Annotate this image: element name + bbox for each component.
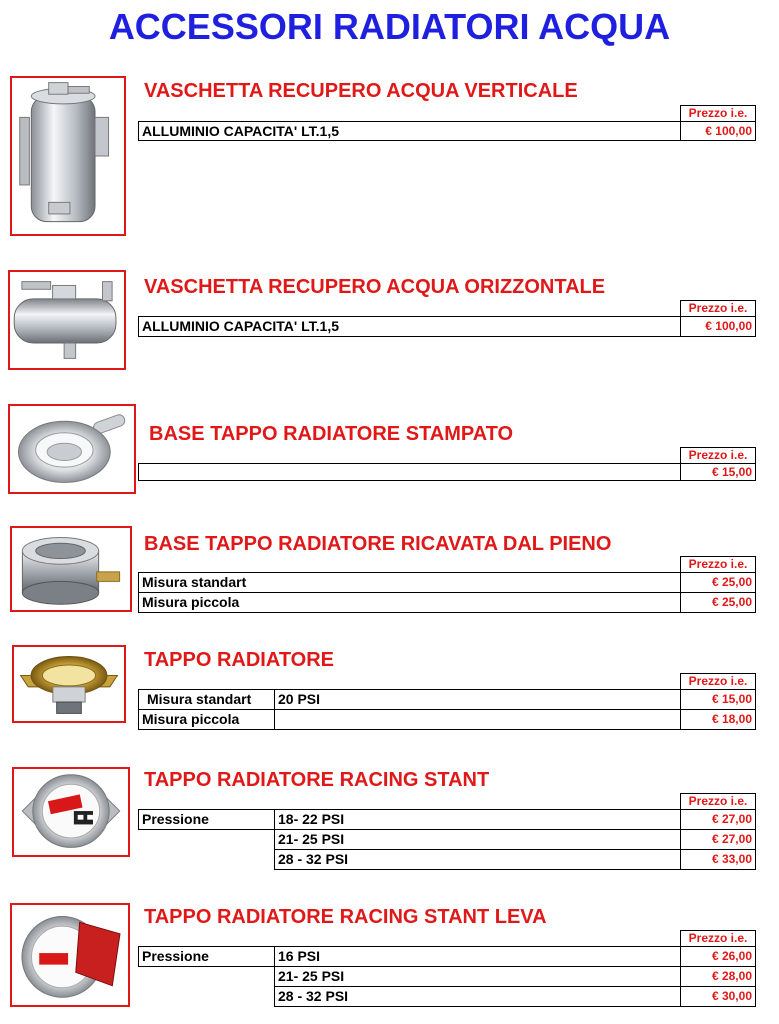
row-description: ALLUMINIO CAPACITA' LT.1,5 xyxy=(138,316,681,337)
price-header: Prezzo i.e. xyxy=(680,447,756,464)
product-image-radiator-cap xyxy=(12,645,126,723)
row-price: € 30,00 xyxy=(680,986,756,1007)
product-image-horizontal-tank xyxy=(8,270,126,370)
row-description: Misura piccola xyxy=(138,592,681,613)
row-spec: 20 PSI xyxy=(274,689,681,710)
price-header: Prezzo i.e. xyxy=(680,930,756,947)
row-price: € 25,00 xyxy=(680,572,756,593)
row-description: ALLUMINIO CAPACITA' LT.1,5 xyxy=(138,121,681,141)
row-price: € 33,00 xyxy=(680,849,756,870)
price-header: Prezzo i.e. xyxy=(680,556,756,573)
row-description: Pressione xyxy=(138,809,275,830)
row-price: € 28,00 xyxy=(680,966,756,987)
row-price: € 27,00 xyxy=(680,829,756,850)
row-description xyxy=(138,463,681,481)
row-spec xyxy=(274,709,681,730)
row-price: € 27,00 xyxy=(680,809,756,830)
row-price: € 26,00 xyxy=(680,946,756,967)
product-image-machined-cap-base xyxy=(10,526,132,612)
row-description: Misura standart xyxy=(138,572,681,593)
row-description: Misura standart xyxy=(138,689,275,710)
row-spec: 21- 25 PSI xyxy=(274,966,681,987)
row-spec: 28 - 32 PSI xyxy=(274,986,681,1007)
row-price: € 15,00 xyxy=(680,689,756,710)
product-title: TAPPO RADIATORE RACING STANT xyxy=(144,769,490,791)
product-title: BASE TAPPO RADIATORE RICAVATA DAL PIENO xyxy=(144,533,612,555)
price-header: Prezzo i.e. xyxy=(680,300,756,317)
row-description: Pressione xyxy=(138,946,275,967)
row-spec: 28 - 32 PSI xyxy=(274,849,681,870)
product-image-racing-stant-lever-cap xyxy=(10,903,130,1007)
row-price: € 15,00 xyxy=(680,463,756,481)
price-header: Prezzo i.e. xyxy=(680,105,756,122)
product-title: BASE TAPPO RADIATORE STAMPATO xyxy=(149,423,514,445)
row-price: € 18,00 xyxy=(680,709,756,730)
product-title: TAPPO RADIATORE xyxy=(144,649,335,671)
page-title: ACCESSORI RADIATORI ACQUA xyxy=(108,6,671,47)
row-price: € 25,00 xyxy=(680,592,756,613)
product-title: VASCHETTA RECUPERO ACQUA ORIZZONTALE xyxy=(144,276,606,298)
row-spec: 18- 22 PSI xyxy=(274,809,681,830)
product-title: VASCHETTA RECUPERO ACQUA VERTICALE xyxy=(144,80,578,102)
row-description: Misura piccola xyxy=(138,709,275,730)
row-price: € 100,00 xyxy=(680,121,756,141)
product-image-racing-stant-cap xyxy=(12,767,130,857)
row-price: € 100,00 xyxy=(680,316,756,337)
product-title: TAPPO RADIATORE RACING STANT LEVA xyxy=(144,906,547,928)
price-header: Prezzo i.e. xyxy=(680,673,756,690)
row-spec: 16 PSI xyxy=(274,946,681,967)
price-header: Prezzo i.e. xyxy=(680,793,756,810)
row-spec: 21- 25 PSI xyxy=(274,829,681,850)
product-image-stamped-cap-base xyxy=(8,404,136,494)
product-image-vertical-tank xyxy=(10,76,126,236)
